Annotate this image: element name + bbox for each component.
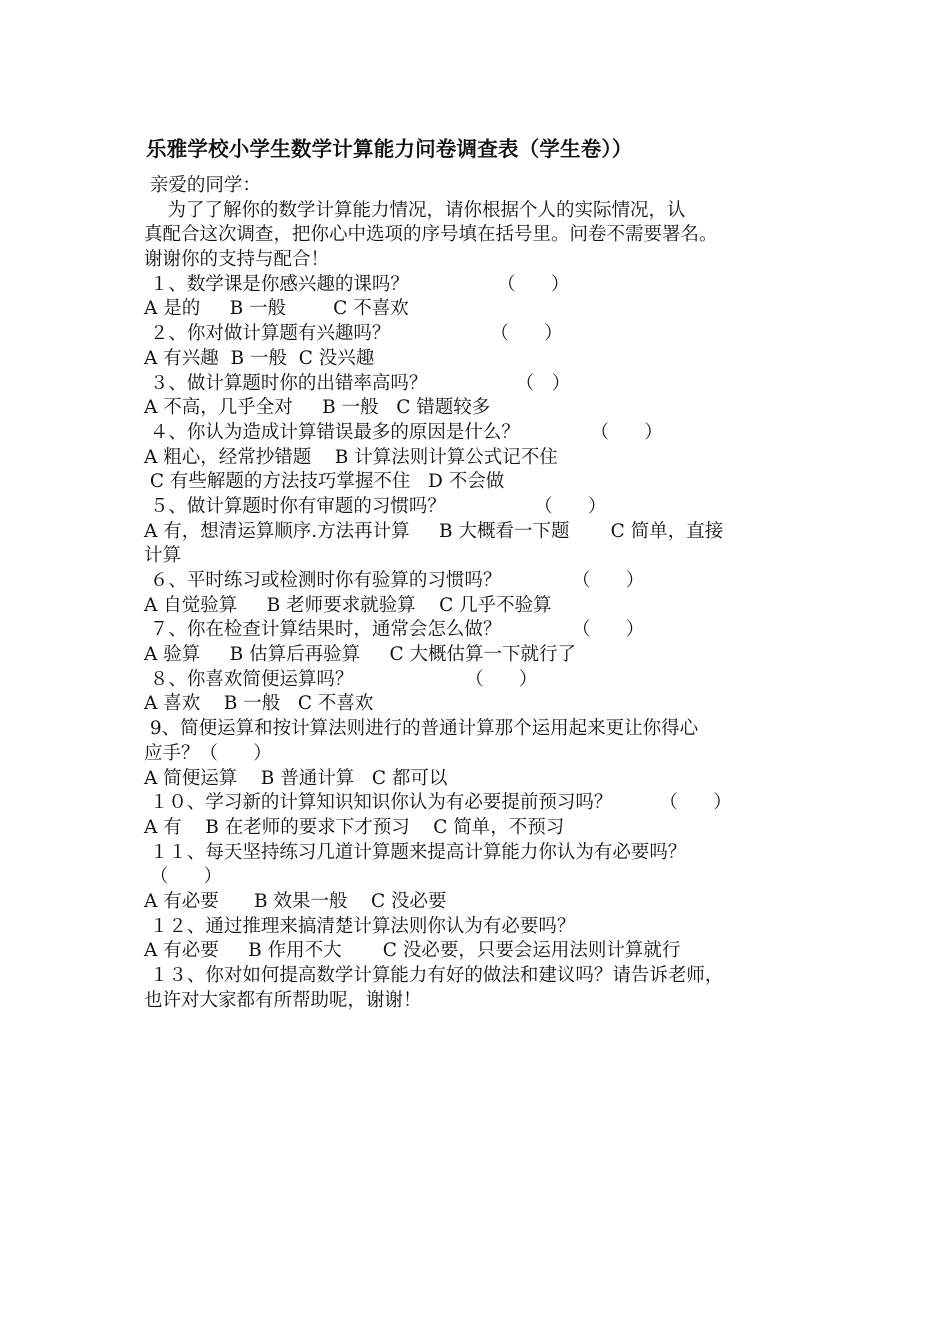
questionnaire-body xyxy=(144,174,834,1013)
question-9-options: A 简便运算 B 普通计算 C 都可以 xyxy=(144,767,448,789)
question-13-part-2: 也许对大家都有所帮助呢，谢谢！ xyxy=(144,989,422,1011)
question-5-options-2: 计算 xyxy=(144,545,182,567)
intro-line-1: 为了了解你的数学计算能力情况，请你根据个人的实际情况，认 xyxy=(144,199,686,221)
question-2: ２、你对做计算题有兴趣吗？ （ ） xyxy=(144,323,563,345)
question-11-options: A 有必要 B 效果一般 C 没必要 xyxy=(144,890,447,912)
question-10: １０、学习新的计算知识知识你认为有必要提前预习吗？ （ ） xyxy=(144,792,732,814)
intro-line-2: 真配合这次调查，把你心中选项的序号填在括号里。问卷不需要署名。 xyxy=(144,224,718,246)
question-9-part-2: 应手？（ ） xyxy=(144,742,272,764)
question-6: ６、平时练习或检测时你有验算的习惯吗？ （ ） xyxy=(144,570,645,591)
question-4: ４、你认为造成计算错误最多的原因是什么？ （ ） xyxy=(144,421,663,443)
question-9-part-1: 9、简便运算和按计算法则进行的普通计算那个运用起来更让你得心 xyxy=(144,718,699,740)
question-6-options: A 自觉验算 B 老师要求就验算 C 几乎不验算 xyxy=(144,594,552,616)
question-12-options: A 有必要 B 作用不大 C 没必要，只要会运用法则计算就行 xyxy=(144,940,681,962)
question-4-options-2: C 有些解题的方法技巧掌握不住 D 不会做 xyxy=(144,471,505,493)
question-2-options: A 有兴趣 B 一般 C 没兴趣 xyxy=(144,347,375,369)
question-7-options: A 验算 B 估算后再验算 C 大概估算一下就行了 xyxy=(144,644,577,666)
question-10-options: A 有 B 在老师的要求下才预习 C 简单，不预习 xyxy=(144,816,565,838)
question-8: ８、你喜欢简便运算吗？ （ ） xyxy=(144,668,538,690)
question-5: ５、做计算题时你有审题的习惯吗？ （ ） xyxy=(144,495,607,517)
question-12: １２、通过推理来搞清楚计算法则你认为有必要吗？ xyxy=(144,915,576,937)
intro-line-3: 谢谢你的支持与配合！ xyxy=(144,249,330,271)
question-3-options: A 不高，几乎全对 B 一般 C 错题较多 xyxy=(144,397,491,419)
question-1: １、数学课是你感兴趣的课吗？ （ ） xyxy=(144,273,570,295)
question-3: ３、做计算题时你的出错率高吗？ （ ） xyxy=(144,372,571,394)
question-11-part-1: １１、每天坚持练习几道计算题来提高计算能力你认为有必要吗？ xyxy=(144,841,687,863)
question-13-part-1: １３、你对如何提高数学计算能力有好的做法和建议吗？请告诉老师， xyxy=(144,965,724,986)
greeting-line: 亲爱的同学： xyxy=(144,175,261,196)
question-4-options-1: A 粗心，经常抄错题 B 计算法则计算公式记不住 xyxy=(144,446,558,468)
question-11-part-2: （ ） xyxy=(144,866,223,888)
question-8-options: A 喜欢 B 一般 C 不喜欢 xyxy=(144,693,374,715)
question-7: ７、你在检查计算结果时，通常会怎么做？ （ ） xyxy=(144,619,645,641)
document-title: 乐雅学校小学生数学计算能力问卷调查表（学生卷）） xyxy=(146,137,633,161)
question-5-options-1: A 有，想清运算顺序.方法再计算 B 大概看一下题 C 简单，直接 xyxy=(144,520,724,542)
question-1-options: A 是的 B 一般 C 不喜欢 xyxy=(144,298,409,320)
